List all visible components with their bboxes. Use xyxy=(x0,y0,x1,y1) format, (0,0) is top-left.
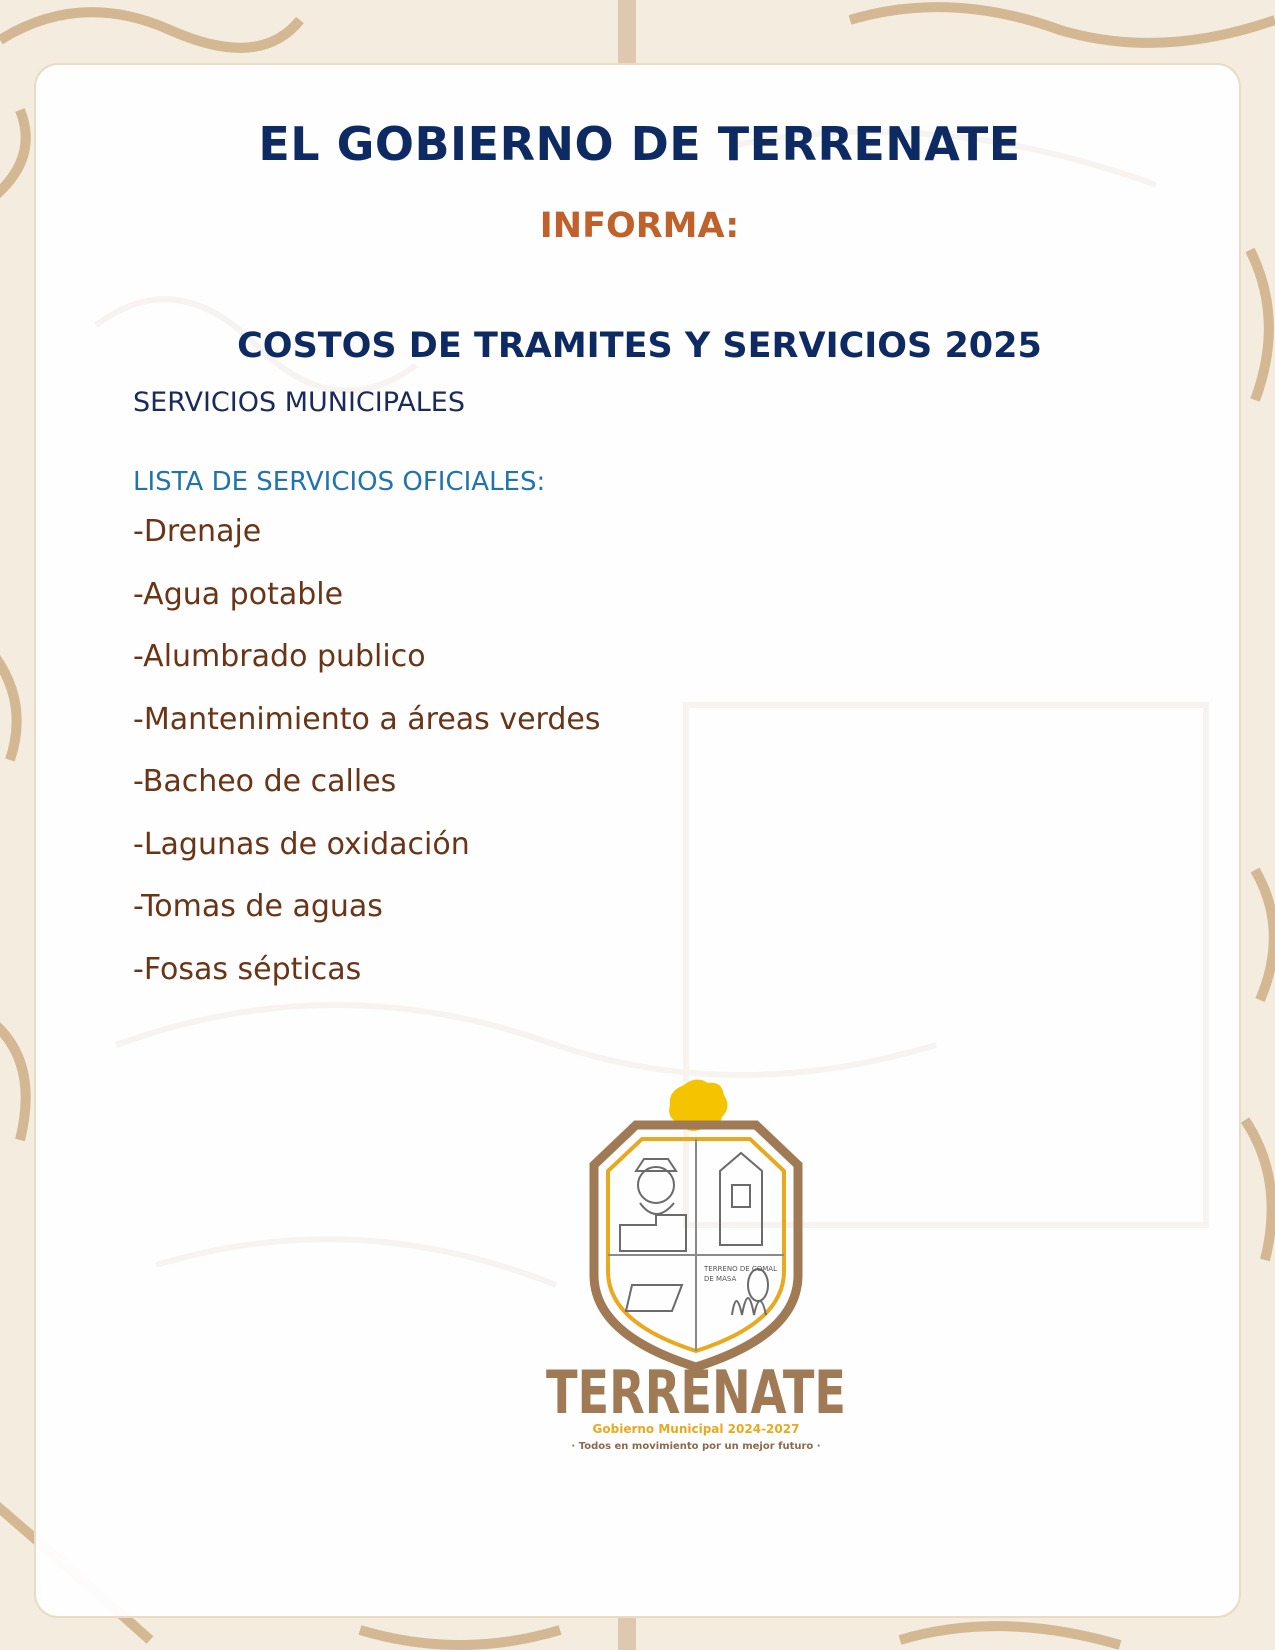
services-list xyxy=(133,512,601,1012)
service-item: -Tomas de aguas xyxy=(133,889,383,924)
document-subtitle: COSTOS DE TRAMITES Y SERVICIOS 2025 xyxy=(237,326,1042,366)
section-label: SERVICIOS MUNICIPALES xyxy=(133,387,466,418)
logo-slogan: · Todos en movimiento por un mejor futuro · xyxy=(571,1441,821,1452)
page-title: EL GOBIERNO DE TERRENATE xyxy=(258,117,1021,171)
service-item: -Mantenimiento a áreas verdes xyxy=(133,701,601,737)
service-item: -Alumbrado publico xyxy=(133,639,426,674)
crest-caption: TERRENO DE COMAL xyxy=(704,1265,777,1273)
list-heading: LISTA DE SERVICIOS OFICIALES: xyxy=(133,467,546,497)
service-item: -Fosas sépticas xyxy=(133,951,362,987)
service-item: -Lagunas de oxidación xyxy=(133,826,470,862)
crest-caption: DE MASA xyxy=(704,1275,737,1283)
service-item: -Bacheo de calles xyxy=(133,764,397,799)
logo-wordmark: TERRENATE xyxy=(546,1358,846,1428)
service-item: -Drenaje xyxy=(133,514,262,549)
service-item: -Agua potable xyxy=(133,576,344,612)
notice-card xyxy=(34,63,1241,1618)
terrenate-logo xyxy=(536,1075,856,1455)
logo-government: Gobierno Municipal 2024-2027 xyxy=(592,1422,800,1436)
informa-label: INFORMA: xyxy=(539,206,740,246)
